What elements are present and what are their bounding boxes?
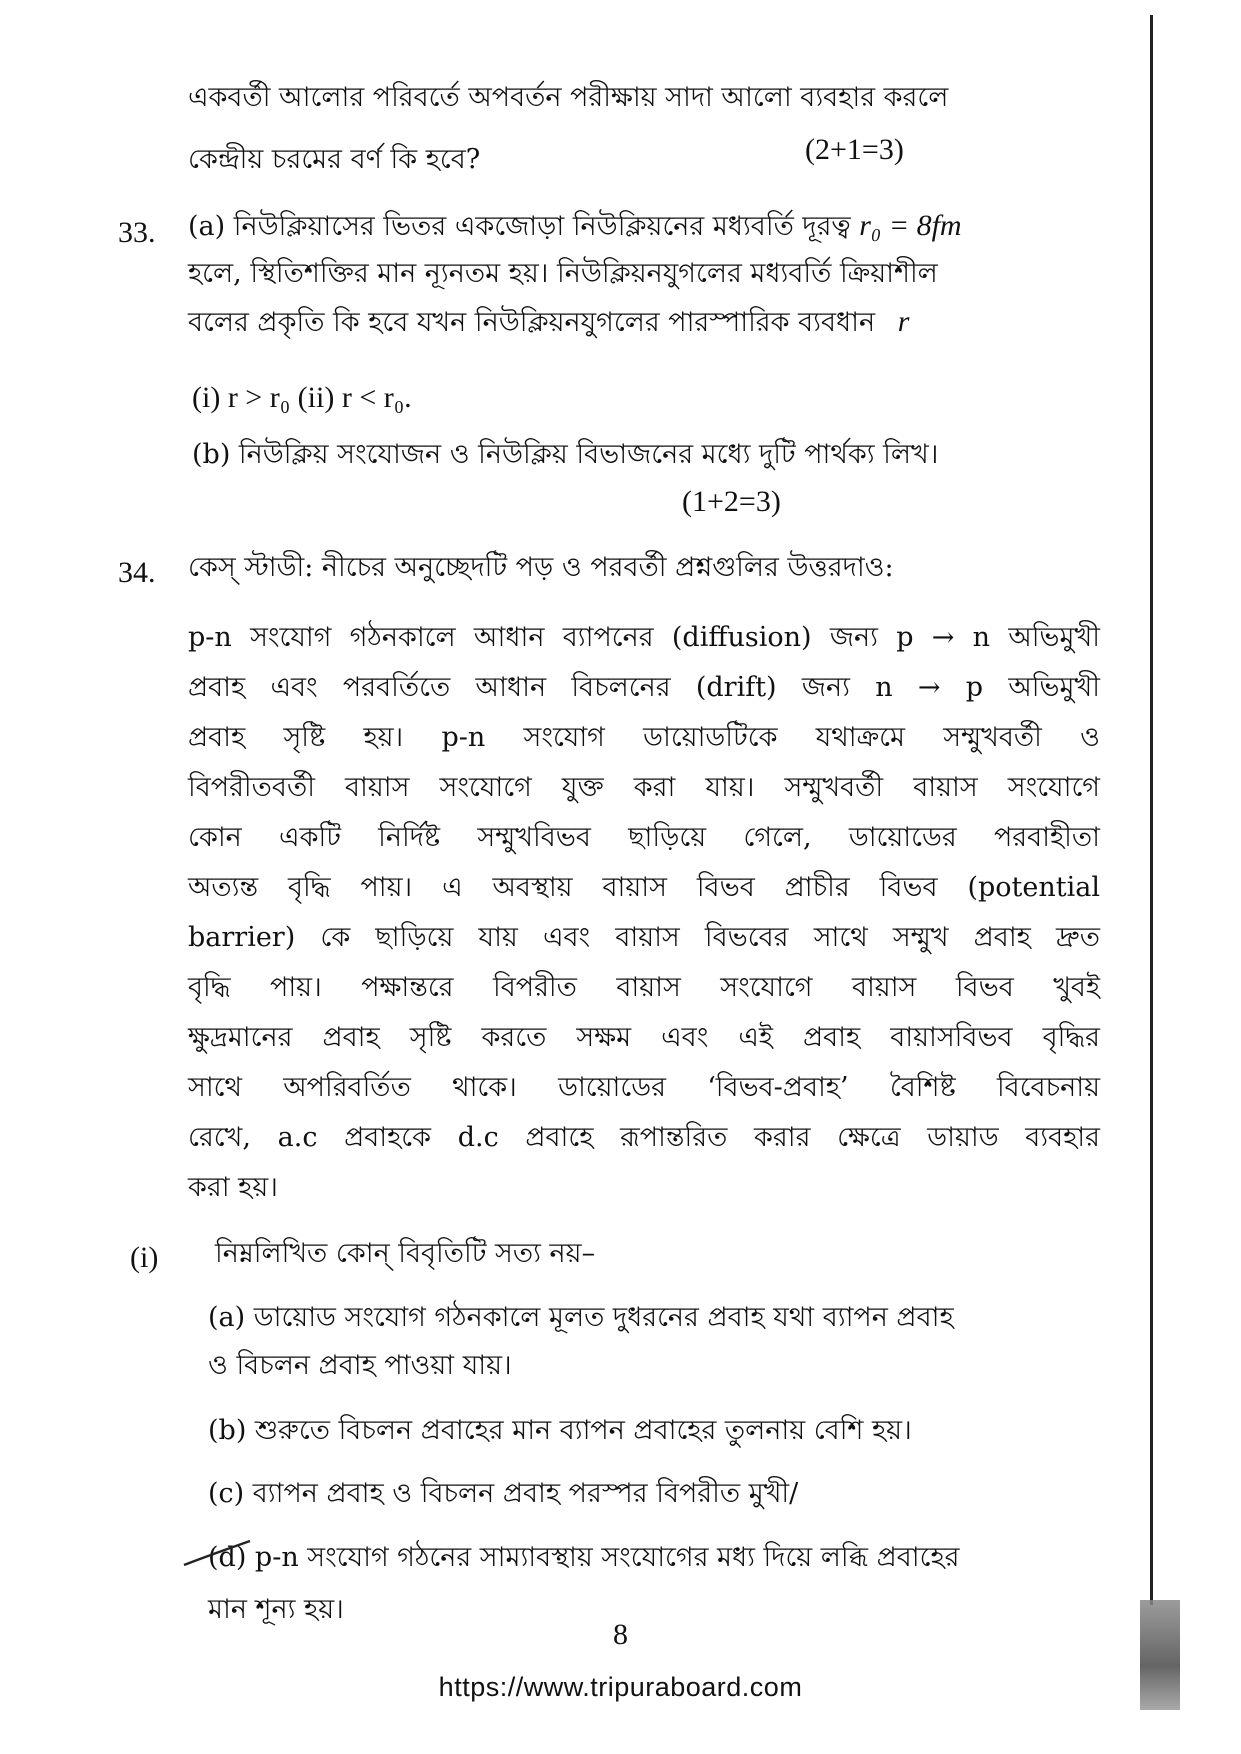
sub-question-number: (i) [130, 1241, 159, 1274]
q33-marks: (1+2=3) [682, 485, 781, 518]
option-a-line-2: ও বিচলন প্রবাহ পাওয়া যায়। [208, 1350, 512, 1381]
sub-question-text: নিম্নলিখিত কোন্ বিবৃতিটি সত্য নয়– [215, 1238, 596, 1269]
q32-line-2: কেন্দ্রীয় চরমের বর্ণ কি হবে? [188, 144, 481, 175]
q34-para-line: সাথে অপরিবর্তিত থাকে। ডায়োডের ‘বিভব-প্রবাহ’ বৈশিষ্ট বিবেচনায় [188, 1072, 1100, 1103]
q34-heading: কেস্ স্টাডী: নীচের অনুচ্ছেদটি পড় ও পরবর্তী প্রশ্নগুলির উত্তরদাও: [188, 552, 894, 583]
q34-number: 34. [118, 556, 156, 589]
option-d-line-1: (d) p-n সংযোগ গঠনের সাম্যাবস্থায় সংযোগের মধ্য দিয়ে লব্ধি প্রবাহের [208, 1542, 960, 1573]
q33-line-3 [188, 304, 909, 341]
q34-para-line: কোন একটি নির্দিষ্ট সম্মুখবিভব ছাড়িয়ে গেলে, ডায়োডের পরবাহীতা [188, 822, 1100, 853]
q34-para-line: ক্ষুদ্রমানের প্রবাহ সৃষ্টি করতে সক্ষম এবং এই প্রবাহ বায়াসবিভব বৃদ্ধির [188, 1022, 1100, 1053]
q34-para-line: অত্যন্ত বৃদ্ধি পায়। এ অবস্থায় বায়াস বিভব প্রাচীর বিভব (potential [188, 872, 1100, 903]
q34-para-line: প্রবাহ এবং পরবর্তিতে আধান বিচলনের (drift) জন্য n → p অভিমুখী [188, 672, 1100, 703]
q34-para-line: করা হয়। [188, 1172, 278, 1203]
option-b: (b) শুরুতে বিচলন প্রবাহের মান ব্যাপন প্রবাহের তুলনায় বেশি হয়। [208, 1415, 912, 1446]
q33-line-1-text: (a) নিউক্লিয়াসের ভিতর একজোড়া নিউক্লিয়নের মধ্যবর্তি দূরত্ব [188, 211, 851, 242]
q33-line-1-math: r₀ = 8fm [859, 209, 962, 242]
q34-para-line: প্রবাহ সৃষ্টি হয়। p-n সংযোগ ডায়োডটিকে যথাক্রমে সম্মুখবর্তী ও [188, 722, 1100, 753]
q33-line-3-text: বলের প্রকৃতি কি হবে যখন নিউক্লিয়নযুগলের পারস্পারিক ব্যবধান [188, 307, 876, 338]
q33-line-5: (b) নিউক্লিয় সংযোজন ও নিউক্লিয় বিভাজনের মধ্যে দুটি পার্থক্য লিখ। [192, 439, 939, 470]
q32-marks: (2+1=3) [805, 133, 904, 166]
option-c: (c) ব্যাপন প্রবাহ ও বিচলন প্রবাহ পরস্পর বিপরীত মুখী/ [208, 1478, 799, 1509]
q32-line-1: একবর্তী আলোর পরিবর্তে অপবর্তন পরীক্ষায় সাদা আলো ব্যবহার করলে [188, 82, 949, 113]
q34-para-line: বৃদ্ধি পায়। পক্ষান্তরে বিপরীত বায়াস সংযোগে বায়াস বিভব খুবই [188, 972, 1100, 1003]
page-number: 8 [613, 1618, 628, 1651]
option-d-line-2: মান শূন্য হয়। [208, 1594, 344, 1625]
q33-line-3-math: r [897, 305, 910, 338]
q34-para-line: p-n সংযোগ গঠনকালে আধান ব্যাপনের (diffusion) জন্য p → n অভিমুখী [188, 622, 1100, 653]
option-a-line-1: (a) ডায়োড সংযোগ গঠনকালে মূলত দুধরনের প্রবাহ যথা ব্যাপন প্রবাহ [208, 1302, 954, 1333]
footer-url: https://www.tripuraboard.com [438, 1672, 803, 1702]
q34-para-line: বিপরীতবর্তী বায়াস সংযোগে যুক্ত করা যায়। সম্মুখবর্তী বায়াস সংযোগে [188, 772, 1100, 803]
page-edge-shadow [1150, 15, 1153, 1605]
q33-number: 33. [118, 216, 156, 249]
pen-tick-mark [180, 1535, 260, 1575]
q33-line-2: হলে, স্থিতিশক্তির মান ন্যূনতম হয়। নিউক্লিয়নযুগলের মধ্যবর্তি ক্রিয়াশীল [188, 258, 938, 289]
q34-para-line: রেখে, a.c প্রবাহকে d.c প্রবাহে রূপান্তরিত করার ক্ষেত্রে ডায়াড ব্যবহার [188, 1122, 1100, 1153]
q34-para-line: barrier) কে ছাড়িয়ে যায় এবং বায়াস বিভবের সাথে সম্মুখ প্রবাহ দ্রুত [188, 922, 1100, 953]
q33-line-4: (i) r > r₀ (ii) r < r₀. [192, 381, 412, 414]
q33-line-1 [188, 208, 962, 245]
